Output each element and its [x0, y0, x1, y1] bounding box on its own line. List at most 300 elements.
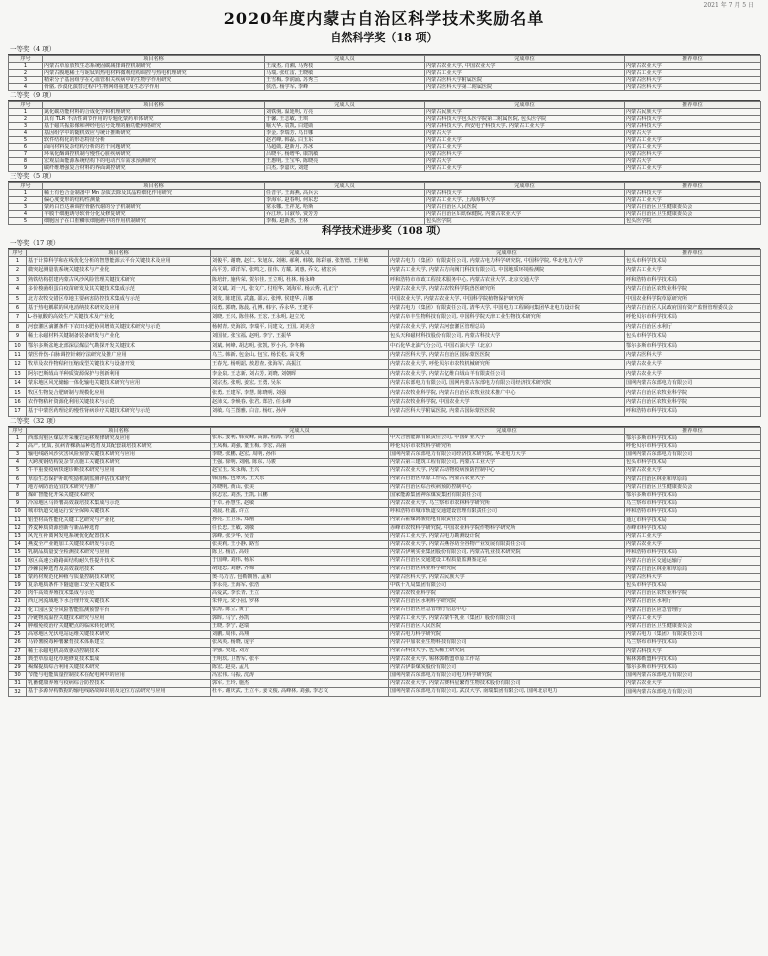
table-header-row	[9, 250, 761, 257]
team-members: 陈宏, 赵亮, 孟凡	[211, 663, 389, 671]
table-row	[9, 442, 761, 450]
nominator: 内蒙古自治区农牧业科学院	[625, 397, 761, 406]
team-members: 刘国征, 张宝福, 赵明, 李宁, 王振华	[211, 332, 389, 341]
table-row	[9, 70, 761, 77]
row-number: 22	[9, 606, 27, 614]
project-name: 环氧化酶调控机制与慢性心脏疾病研究	[43, 151, 265, 158]
team-members: 于卓, 孙慧生, 赵敏	[211, 500, 389, 508]
project-name: 乳畜健康养殖与疫病综合防控技术	[27, 680, 211, 688]
institution: 内蒙古农业大学, 内蒙古河套灌区管理总局	[389, 322, 625, 331]
row-number: 9	[9, 500, 27, 508]
table-row	[9, 524, 761, 532]
project-name: 北方农牧交错区草地主要病害防控技术集成与示范	[27, 294, 211, 303]
row-number: 16	[9, 557, 27, 565]
table-row	[9, 672, 761, 680]
table-row	[9, 313, 761, 322]
row-number: 13	[9, 369, 27, 378]
team-members: 陈培轩, 施传荣, 贺尔佳, 王立明, 杜林, 杨永峰	[211, 275, 389, 284]
project-name: 骨骼, 沙漠化演替过程中生物网络重建及生态学作用	[43, 84, 265, 91]
team-members: 张凤英, 杨晓, 庞宇	[211, 639, 389, 647]
table-row	[9, 137, 761, 144]
project-name: 内蒙古腹地稀土与铌钛钨热电材料微观结构调控与热电机理研究	[43, 70, 265, 77]
project-name: 碳纤维增强复合材料的界面调控研究	[43, 165, 265, 172]
column-header: 完成单位	[425, 102, 625, 109]
row-number: 12	[9, 360, 27, 369]
team-members: 吕晓平, 杨增华, 康凯敏	[265, 151, 425, 158]
row-number: 1	[9, 434, 27, 442]
institution: 包头天和磁材科技股份有限公司, 内蒙古科技大学	[389, 332, 625, 341]
team-members: 王春光, 杨明韶, 敖恩查, 张海军, 高振江	[211, 360, 389, 369]
row-number: 5	[9, 294, 27, 303]
project-name: 基于计算科学和在线优化分析的智慧能源云平台关键技术及应用	[27, 257, 211, 266]
column-header: 项目名称	[43, 56, 265, 63]
row-number: 2	[9, 70, 43, 77]
project-name: 风光互补离网发电系统优化配置技术	[27, 532, 211, 540]
nominator: 内蒙古自治区交通运输厅	[625, 557, 761, 565]
nominator: 包头市科学技术局	[625, 257, 761, 266]
institution: 国网内蒙古东部电力有限公司电力科学研究院	[389, 672, 625, 680]
nominator: 内蒙古医科大学	[625, 350, 761, 359]
progress-heading: 科学技术进步奖（108 项）	[321, 226, 447, 237]
award-group-label: 一等奖（4 项）	[8, 45, 760, 55]
row-number: 4	[9, 130, 43, 137]
row-number: 26	[9, 639, 27, 647]
project-name: 荞麦种质资源创新与新品种选育	[27, 524, 211, 532]
institution: 内蒙古农业大学, 内蒙古动物疫病预防控制中心	[389, 467, 625, 475]
team-members: 朱仲元, 宋小园, 罗林	[211, 598, 389, 606]
table-row	[9, 294, 761, 303]
nominator: 呼和浩特市科学技术局	[625, 508, 761, 516]
team-members: 刘俊平, 谢晓, 赵仁, 朱旭东, 刘彬, 郝利, 韩敬, 陈彩丽, 张智德, 王世敏	[211, 257, 389, 266]
award-group-label: 二等奖（9 项）	[8, 91, 760, 101]
nominator: 呼和浩特市科学技术局	[625, 275, 761, 284]
institution: 内蒙古自治区人民医院	[425, 204, 625, 211]
institution: 内蒙古工业大学, 内蒙古方向阀门科技有限公司, 中国地质环境检测院	[389, 266, 625, 275]
team-members: 郭晖, 马宁, 孙凯	[211, 614, 389, 622]
row-number: 5	[9, 218, 43, 225]
project-name: 煤矿智能化开采关键技术研究	[27, 491, 211, 499]
institution: 内蒙古农业大学, 乌兰察布市农林科学研究所	[389, 500, 625, 508]
team-members: 王强, 徐明, 刘刚, 陈东, 马骏	[211, 459, 389, 467]
award-table	[8, 427, 761, 697]
row-number: 5	[9, 137, 43, 144]
team-members: 奥·乌力吉, 包勒朝鲁, 孟和	[211, 573, 389, 581]
table-row	[9, 639, 761, 647]
institution: 内蒙古电力（集团）有限责任公司, 内蒙古电力科学研究院, 中国科学院, 华北电力大学	[389, 257, 625, 266]
nominator: 内蒙古科技大学	[625, 116, 761, 123]
table-row	[9, 266, 761, 275]
table-row	[9, 655, 761, 663]
nominator: 乌兰察布市科学技术局	[625, 500, 761, 508]
row-number: 10	[9, 341, 27, 350]
row-number: 3	[9, 451, 27, 459]
project-name: 蒙药材规范化种植与质量控制技术研究	[27, 573, 211, 581]
team-members: 白杰, 李嘉庆, 刘建	[265, 165, 425, 172]
team-members: 王惠明, 王宝华, 陈晓亮	[265, 158, 425, 165]
row-number: 4	[9, 459, 27, 467]
team-members: 马瑞, 张红雷, 王晓敏	[265, 70, 425, 77]
institution: 中天合创能源有限责任公司, 中国矿业大学	[389, 434, 625, 442]
project-name: 面向材料复杂结构分析的若干问题研究	[43, 144, 265, 151]
institution: 国网内蒙古东部电力有限公司经济技术研究院, 华北电力大学	[389, 451, 625, 459]
table-row	[9, 459, 761, 467]
project-name: 复杂地质条件下隧道施工安全关键技术	[27, 582, 211, 590]
institution: 中石化华北油气分公司, 中国石油大学（北京）	[389, 341, 625, 350]
team-members: 张东, 姜利, 韩贵峰, 高源, 程海, 李君	[211, 434, 389, 442]
project-name: 基于中蒙医药理论的慢性肾病诊疗关键技术研究与示范	[27, 407, 211, 416]
team-members: 郭军, 王玲, 施杰	[211, 680, 389, 688]
table-header-row	[9, 183, 761, 190]
institution: 中铁十九局集团有限公司	[389, 582, 625, 590]
row-number: 4	[9, 285, 27, 294]
team-members: 刘斌, 何峰, 胡志明, 张凯, 罗小兵, 李冬梅	[211, 341, 389, 350]
institution: 内蒙古科技大学包头医学院第二附属医院, 包头医学院	[425, 116, 625, 123]
nominator: 内蒙古医科大学	[625, 151, 761, 158]
nominator: 通辽市科学技术局	[625, 516, 761, 524]
column-header: 完成单位	[425, 56, 625, 63]
team-members: 高爱武, 李长青, 王立	[211, 590, 389, 598]
row-number: 13	[9, 532, 27, 540]
table-row	[9, 614, 761, 622]
project-name: 基于热电耦联的风电消纳技术研究及应用	[27, 303, 211, 312]
team-members: 闵勇, 郭晓, 陈晨, 孔博, 韩宇, 乔永华, 王建平	[211, 303, 389, 312]
nominator: 内蒙古自治区林业和草原局	[625, 475, 761, 483]
team-members: 张美莉, 王小静, 路雪	[211, 541, 389, 549]
project-name: 肉牛高效养殖技术集成与示范	[27, 590, 211, 598]
team-members: 张勇, 王建军, 李慧, 陈晓明, 刘强	[211, 388, 389, 397]
table-row	[9, 451, 761, 459]
table-row	[9, 144, 761, 151]
row-number: 27	[9, 647, 27, 655]
natural-science-section	[8, 45, 760, 225]
table-row	[9, 218, 761, 225]
column-header: 推荐单位	[625, 427, 761, 434]
row-number: 1	[9, 109, 43, 116]
table-header-row	[9, 102, 761, 109]
column-header: 序号	[9, 102, 43, 109]
row-number: 3	[9, 123, 43, 130]
nominator: 内蒙古自治区人民政府国有资产监督管理委员会	[625, 303, 761, 312]
document-page	[8, 0, 760, 697]
project-name: 稀土永磁电机高效驱动控制技术	[27, 647, 211, 655]
project-name: 精索分子基因组学在心血管相关疾病中的生物学作用研究	[43, 77, 265, 84]
nominator: 国网内蒙古东部电力有限公司	[625, 672, 761, 680]
project-name: 偏心度变形的结构性测量	[43, 197, 265, 204]
team-members: 刘晨, 杜鑫, 许立	[211, 508, 389, 516]
institution: 中国农业大学, 内蒙古农业大学, 中国科学院植物保护研究所	[389, 294, 625, 303]
team-members: 李海军, 赵春明, 何东忠	[265, 197, 425, 204]
institution: 包头医学院	[425, 218, 625, 225]
row-number: 16	[9, 397, 27, 406]
team-members: 喻大华, 袁凯, 白建勋	[265, 123, 425, 130]
award-table	[8, 55, 761, 91]
row-number: 8	[9, 322, 27, 331]
nominator: 包头市科学技术局	[625, 332, 761, 341]
row-number: 2	[9, 442, 27, 450]
column-header: 完成单位	[389, 427, 625, 434]
project-name: 多价梭菌组蛋白疫苗研发及其关键技术集成示范	[27, 285, 211, 294]
award-group-label: 二等奖（32 项）	[8, 417, 760, 427]
row-number: 17	[9, 565, 27, 573]
team-members: 郭峰, 张少华, 吴晋	[211, 532, 389, 540]
table-row	[9, 647, 761, 655]
project-name: 大跨度钢结构复杂节点施工关键技术研究	[27, 459, 211, 467]
team-members: 赵君峰, 韩磊, 白玉东	[265, 137, 425, 144]
table-row	[9, 275, 761, 284]
project-name: 冷链物流温控关键技术研究与应用	[27, 614, 211, 622]
nominator: 包头医学院	[625, 218, 761, 225]
project-name: 褐煤提质综合利用关键技术研究	[27, 663, 211, 671]
table-row	[9, 541, 761, 549]
team-members: 刘敏, 乌兰图雅, 白音, 杨红, 孙萍	[211, 407, 389, 416]
nominator: 内蒙古科技大学	[625, 123, 761, 130]
nominator: 国网内蒙古东部电力有限公司	[625, 451, 761, 459]
row-number: 11	[9, 516, 27, 524]
table-row	[9, 407, 761, 416]
institution: 内蒙古工业大学	[425, 165, 625, 172]
project-name: 高寒地区光伏电站运维关键技术研究	[27, 631, 211, 639]
project-name: 乳制品质量安全检测技术研究与应用	[27, 549, 211, 557]
document-title: 2020年度内蒙古自治区科学技术奖励名单	[223, 9, 545, 28]
institution: 呼和浩特市城市轨道交通建设管理有限责任公司	[389, 508, 625, 516]
nominator: 内蒙古工业大学	[625, 197, 761, 204]
institution: 内蒙古科技大学, 包头稀土研究院	[389, 647, 625, 655]
project-name: 牧区生物复合肥研制与规模化应用	[27, 388, 211, 397]
table-row	[9, 598, 761, 606]
project-name: 细胞因子在口腔鳞状细胞癌中的作用机制研究	[43, 218, 265, 225]
row-number: 4	[9, 84, 43, 91]
nominator: 内蒙古医科大学	[625, 573, 761, 581]
institution: 内蒙古自治区妇幼保健院, 内蒙古农业大学	[425, 211, 625, 218]
table-row	[9, 573, 761, 581]
team-members: 李永亮, 王海军, 张浩	[211, 582, 389, 590]
nominator: 内蒙古自治区水利厅	[625, 598, 761, 606]
table-row	[9, 341, 761, 350]
nominator: 内蒙古自治区农牧业科学院	[625, 285, 761, 294]
team-members: 任晋宇, 王海燕, 高兵云	[265, 190, 425, 197]
row-number: 14	[9, 379, 27, 388]
document-date: 2021 年 7 月 5 日	[703, 2, 754, 9]
nominator: 内蒙古自治区农牧业科学院	[625, 590, 761, 598]
team-members: 王成杰, 肖湘, 马秀枝	[265, 63, 425, 70]
table-row	[9, 532, 761, 540]
institution: 内蒙古自治区综合疾病预防控制中心	[389, 483, 625, 491]
column-header: 完成单位	[425, 183, 625, 190]
institution: 内蒙古自治区水利科学研究院	[389, 598, 625, 606]
nominator: 内蒙古工业大学	[625, 266, 761, 275]
table-row	[9, 467, 761, 475]
nominator: 内蒙古医科大学	[625, 84, 761, 91]
project-name: 马铃薯脱毒种薯繁育技术体系建立	[27, 639, 211, 647]
row-number: 2	[9, 197, 43, 204]
table-row	[9, 397, 761, 406]
row-number: 6	[9, 303, 27, 312]
award-group-label: 一等奖（17 项）	[8, 239, 760, 249]
table-row	[9, 388, 761, 397]
project-name: 肿瘤免疫治疗关键靶点的临床转化研究	[27, 622, 211, 630]
institution: 内蒙古农业大学, 内蒙古赛科星繁育生物技术股份有限公司	[389, 680, 625, 688]
table-row	[9, 369, 761, 378]
institution: 内蒙古农业大学, 内蒙古农牧科学院兽医研究所	[389, 285, 625, 294]
nominator: 内蒙古工业大学	[625, 614, 761, 622]
row-number: 7	[9, 151, 43, 158]
nominator: 国网内蒙古东部电力有限公司	[625, 379, 761, 388]
institution: 呼伦贝尔市农牧科学研究所	[389, 442, 625, 450]
nominator: 内蒙古大学	[625, 158, 761, 165]
institution: 内蒙古民族大学	[425, 109, 625, 116]
row-number: 8	[9, 491, 27, 499]
row-number: 6	[9, 475, 27, 483]
nominator: 中国农业科学院草原研究所	[625, 294, 761, 303]
nominator: 内蒙古工业大学	[625, 165, 761, 172]
nominator: 乌兰察布市科学技术局	[625, 639, 761, 647]
institution: 呼和浩特市市政工程技术服务中心, 内蒙古农业大学, 北京交通大学	[389, 275, 625, 284]
project-name: L-谷氨酸的高效生产关键技术及产业化	[27, 313, 211, 322]
team-members: 王晓, 李宁, 赵瑞	[211, 622, 389, 630]
project-name: 冷凉地区马铃薯高效栽培技术集成与示范	[27, 500, 211, 508]
project-name: 宏观层面能源系统结构下的电动汽车需求预测研究	[43, 158, 265, 165]
nominator: 内蒙古农业大学	[625, 541, 761, 549]
nominator: 鄂尔多斯市科学技术局	[625, 341, 761, 350]
project-name: 节能与电能质量控制技术在配电网中的应用	[27, 672, 211, 680]
institution: 内蒙古工业大学	[425, 137, 625, 144]
progress-section	[8, 239, 760, 697]
institution: 内蒙古农业大学, 呼伦贝尔市农牧机械研究所	[389, 360, 625, 369]
table-header-row	[9, 56, 761, 63]
nominator: 包头市科学技术局	[625, 582, 761, 590]
nominator: 鄂尔多斯市科学技术局	[625, 434, 761, 442]
table-row	[9, 63, 761, 70]
table-row	[9, 197, 761, 204]
column-header: 完成人员	[265, 183, 425, 190]
table-row	[9, 123, 761, 130]
institution: 内蒙古东部电力有限公司, 国网内蒙古东部电力有限公司经济技术研究院	[389, 379, 625, 388]
project-name: 输电线路风沙灾害风险预警关键技术研究与应用	[27, 451, 211, 459]
nominator: 内蒙古科技大学	[625, 190, 761, 197]
institution: 内蒙古大学	[425, 130, 625, 137]
nominator: 内蒙古工业大学	[625, 137, 761, 144]
project-name: 羊膜干细胞诱导软骨分化及修复研究	[43, 211, 265, 218]
nominator: 锡林郭勒盟科学技术局	[625, 655, 761, 663]
nominator: 呼伦贝尔市科学技术局	[625, 442, 761, 450]
nominator: 内蒙古电力（集团）有限责任公司	[625, 631, 761, 639]
project-name: 微突起测量装系统关键技术与产业化	[27, 266, 211, 275]
nominator: 赤峰市科学技术局	[625, 524, 761, 532]
column-header: 推荐单位	[625, 56, 761, 63]
team-members: 陈卫, 杨洁, 高娃	[211, 549, 389, 557]
team-members: 于国峰, 刘伟, 杨东	[211, 557, 389, 565]
project-name: 基于磁共振影像和神经电信号处理的脑功能网络研究	[43, 123, 265, 130]
team-members: 刘铁驹, 温延明, 方亮	[265, 109, 425, 116]
table-row	[9, 475, 761, 483]
team-members: 刘宗杰, 张明, 姜宏, 王勇, 吴东	[211, 379, 389, 388]
project-name: 草原生态保护补助奖励机制监测评估技术研究	[27, 475, 211, 483]
table-row	[9, 500, 761, 508]
column-header: 完成单位	[389, 250, 625, 257]
nominator: 内蒙古科技大学	[625, 647, 761, 655]
team-members: 韩国栋, 包翠英, 王天乐	[211, 475, 389, 483]
team-members: 张涛, 陈立, 黄宁	[211, 606, 389, 614]
team-members: 刘晓, 王兴, 陈佳林, 王宏, 王永明, 赵立光	[211, 313, 389, 322]
column-header: 完成人员	[211, 427, 389, 434]
institution: 内蒙古农牧业科学院, 中国农业大学	[389, 397, 625, 406]
team-members: 任长忠, 王敏, 刘敬	[211, 524, 389, 532]
project-name: 软件结构化的形态特征分析	[43, 137, 265, 144]
table-row	[9, 109, 761, 116]
table-row	[9, 322, 761, 331]
row-number: 4	[9, 211, 43, 218]
institution: 内蒙古自治区草原工作站, 内蒙古农业大学	[389, 475, 625, 483]
table-row	[9, 204, 761, 211]
row-number: 11	[9, 350, 27, 359]
nominator: 内蒙古自治区林业和草原局	[625, 565, 761, 573]
institution: 内蒙古自治区林业科学研究院	[389, 565, 625, 573]
table-row	[9, 285, 761, 294]
table-row	[9, 483, 761, 491]
institution: 内蒙古电力科学研究院	[389, 631, 625, 639]
nominator: 内蒙古自治区卫生健康委员会	[625, 204, 761, 211]
nominator: 内蒙古自治区卫生健康委员会	[625, 211, 761, 218]
project-name: 阿尔巴斯绒山羊种质资源保护与创新利用	[27, 369, 211, 378]
institution: 内蒙古自治区人民医院	[389, 622, 625, 630]
table-row	[9, 332, 761, 341]
project-name: 铝型材高性能化关键工艺研究与产业化	[27, 516, 211, 524]
table-row	[9, 77, 761, 84]
institution: 内蒙古医科大学附属医院, 内蒙古国际蒙医医院	[389, 407, 625, 416]
project-name: 典型草原退化草地修复技术集成	[27, 655, 211, 663]
column-header: 序号	[9, 56, 43, 63]
table-row	[9, 508, 761, 516]
project-name: 熟铁结构搭建内蒙古风沙风险管理关键技术研究	[27, 275, 211, 284]
institution: 内蒙古农业大学, 内蒙古亿维白绒山羊有限责任公司	[389, 369, 625, 378]
institution: 内蒙古医科大学	[425, 151, 625, 158]
row-number: 30	[9, 672, 27, 680]
team-members: 李晓, 张鹏, 赵宏, 周明, 孙伟	[211, 451, 389, 459]
row-number: 29	[9, 663, 27, 671]
institution: 内蒙古自治区应急管理厅信息中心	[389, 606, 625, 614]
team-members: 胡建忠, 刘静, 齐锦	[211, 565, 389, 573]
row-number: 31	[9, 680, 27, 688]
row-number: 2	[9, 266, 27, 275]
row-number: 14	[9, 541, 27, 549]
nominator: 内蒙古自治区水利厅	[625, 322, 761, 331]
column-header: 推荐单位	[625, 250, 761, 257]
team-members: 于馨, 王志敏, 王琪	[265, 116, 425, 123]
nominator: 内蒙古自治区卫生健康委员会	[625, 622, 761, 630]
project-name: 西辽河流域地下水合理开发关键技术	[27, 598, 211, 606]
team-members: 李强, 吴建, 刘芳	[211, 647, 389, 655]
institution: 内蒙古自治区交通建设工程质量监测鉴定站	[389, 557, 625, 565]
team-members: 侯志宏, 刘杰, 王凯, 吕鹏	[211, 491, 389, 499]
nominator: 鄂尔多斯市科学技术局	[625, 663, 761, 671]
institution: 内蒙古农牧业科学院	[389, 590, 625, 598]
table-row	[9, 151, 761, 158]
nominator: 呼和浩特市科学技术局	[625, 407, 761, 416]
institution: 内蒙古阜丰生物科技有限公司, 中国科学院天津工业生物技术研究所	[389, 313, 625, 322]
row-number: 3	[9, 204, 43, 211]
nominator: 内蒙古工业大学	[625, 70, 761, 77]
column-header: 项目名称	[27, 250, 211, 257]
table-row	[9, 379, 761, 388]
institution: 内蒙古农业大学, 锡林郭勒盟草原工作站	[389, 655, 625, 663]
row-number: 19	[9, 582, 27, 590]
nominator: 内蒙古自治区卫生健康委员会	[625, 483, 761, 491]
project-name: 鄂尔多斯盆地北部深层煤层气勘探开发关键技术	[27, 341, 211, 350]
institution: 内蒙古中加农业生物科技有限公司	[389, 639, 625, 647]
row-number: 7	[9, 313, 27, 322]
institution: 内蒙古医科大学第二附属医院	[425, 84, 625, 91]
institution: 内蒙古第三建筑工程有限公司, 内蒙古工业大学	[389, 459, 625, 467]
